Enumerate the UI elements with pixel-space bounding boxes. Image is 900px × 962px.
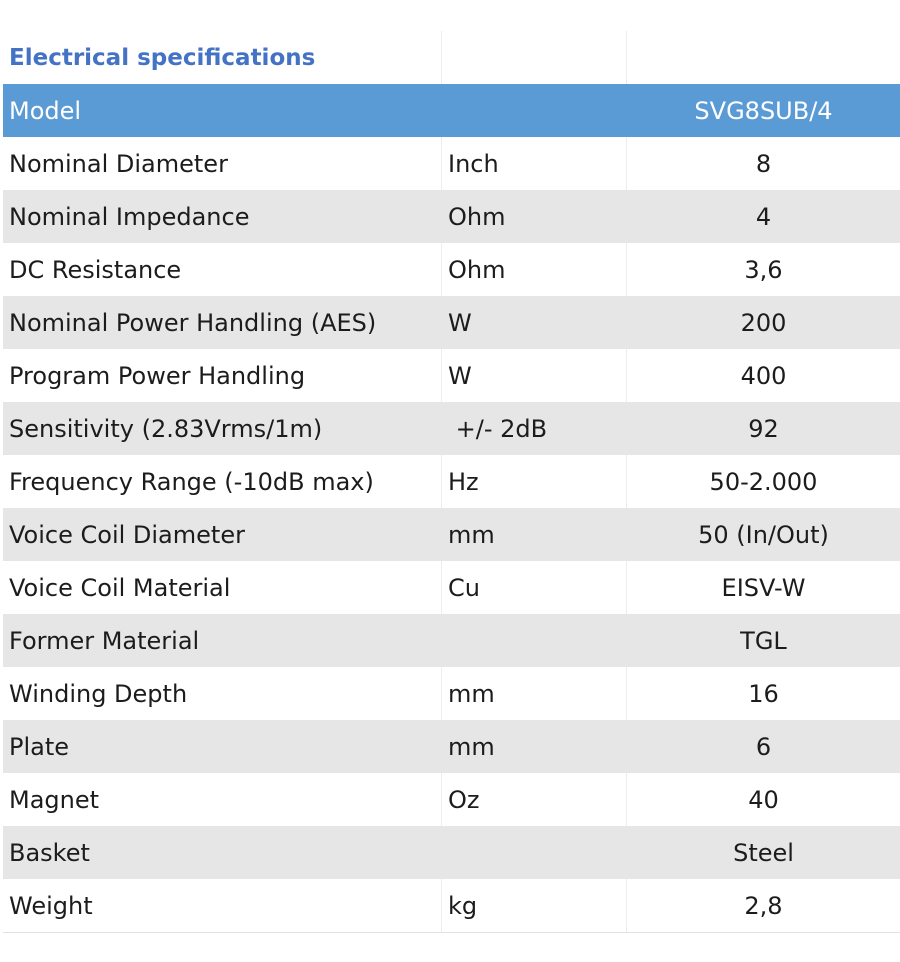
- spec-unit: mm: [441, 508, 626, 561]
- spec-label: Frequency Range (-10dB max): [9, 467, 374, 496]
- spec-value: 400: [626, 349, 900, 402]
- spec-unit: W: [441, 296, 626, 349]
- spec-label: Basket: [9, 838, 90, 867]
- spec-unit: Oz: [441, 773, 626, 826]
- spec-value: TGL: [626, 614, 900, 667]
- model-header-row: [3, 84, 900, 137]
- electrical-specs-table: [3, 31, 900, 933]
- spec-value: 2,8: [626, 879, 900, 932]
- spec-row: [3, 561, 900, 614]
- spec-value: 50-2.000: [626, 455, 900, 508]
- spec-row: [3, 296, 900, 349]
- spec-unit: Hz: [441, 455, 626, 508]
- spec-value: Steel: [626, 826, 900, 879]
- spec-unit: [441, 614, 626, 667]
- spec-unit: [441, 826, 626, 879]
- spec-unit: mm: [441, 720, 626, 773]
- spec-label: Sensitivity (2.83Vrms/1m): [9, 414, 323, 443]
- spec-label: Nominal Power Handling (AES): [9, 308, 377, 337]
- spec-row: [3, 243, 900, 296]
- table-bottom-border: [3, 932, 900, 933]
- spec-unit: Ohm: [441, 243, 626, 296]
- spec-value: 50 (In/Out): [626, 508, 900, 561]
- spec-value: 40: [626, 773, 900, 826]
- spec-unit: Inch: [441, 137, 626, 190]
- spec-unit: Cu: [441, 561, 626, 614]
- spec-unit: W: [441, 349, 626, 402]
- title-value-cell: [626, 31, 900, 84]
- spec-row: [3, 402, 900, 455]
- spec-row: [3, 190, 900, 243]
- spec-row: [3, 879, 900, 932]
- spec-label: Voice Coil Diameter: [9, 520, 245, 549]
- spec-unit: kg: [441, 879, 626, 932]
- spec-value: 8: [626, 137, 900, 190]
- spec-unit: mm: [441, 667, 626, 720]
- spec-row: [3, 455, 900, 508]
- spec-label: Voice Coil Material: [9, 573, 231, 602]
- spec-row: [3, 508, 900, 561]
- spec-label: Magnet: [9, 785, 100, 814]
- spec-label: Nominal Impedance: [9, 202, 250, 231]
- spec-value: 6: [626, 720, 900, 773]
- spec-label: Plate: [9, 732, 70, 761]
- spec-unit: Ohm: [441, 190, 626, 243]
- spec-row: [3, 137, 900, 190]
- title-unit-cell: [441, 31, 626, 84]
- spec-row: [3, 826, 900, 879]
- spec-label: Nominal Diameter: [9, 149, 228, 178]
- model-unit: [441, 84, 626, 137]
- spec-label: Program Power Handling: [9, 361, 306, 390]
- spec-label: Weight: [9, 891, 93, 920]
- spec-row: [3, 614, 900, 667]
- spec-row: [3, 720, 900, 773]
- spec-value: 92: [626, 402, 900, 455]
- spec-label: DC Resistance: [9, 255, 182, 284]
- spec-value: 16: [626, 667, 900, 720]
- table-title: Electrical specifications: [9, 44, 316, 71]
- spec-label: Winding Depth: [9, 679, 188, 708]
- spec-row: [3, 349, 900, 402]
- model-value: SVG8SUB/4: [626, 84, 900, 137]
- spec-value: 200: [626, 296, 900, 349]
- spec-value: 4: [626, 190, 900, 243]
- spec-unit: +/- 2dB: [441, 402, 626, 455]
- table-title-row: [3, 31, 900, 84]
- spec-value: EISV-W: [626, 561, 900, 614]
- spec-value: 3,6: [626, 243, 900, 296]
- model-label: Model: [9, 96, 82, 125]
- spec-row: [3, 773, 900, 826]
- spec-row: [3, 667, 900, 720]
- spec-label: Former Material: [9, 626, 200, 655]
